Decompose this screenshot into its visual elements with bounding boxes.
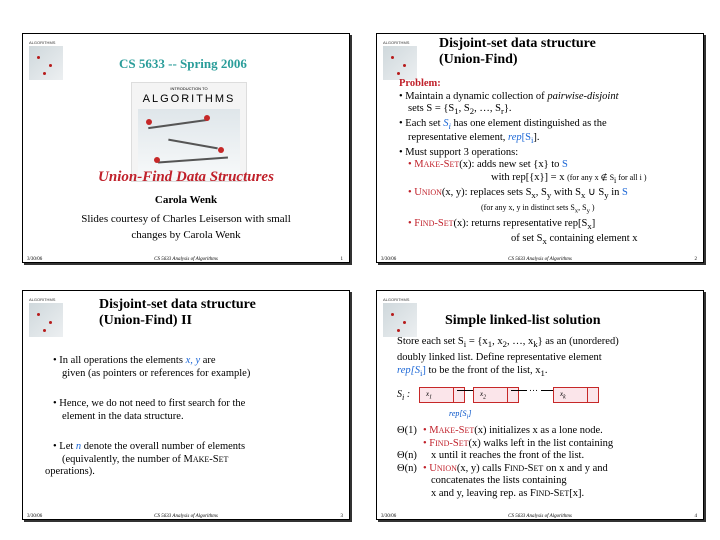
linked-list-diagram (397, 385, 687, 427)
footer-date: 3/30/06 (381, 257, 397, 262)
slide-3 (22, 290, 350, 520)
arrow-right-icon (541, 390, 553, 391)
bullet-1-cont: given (as pointers or references for example) (62, 367, 251, 379)
op-union-end: x and y, leaving rep. as FIND-SET[x]. (431, 487, 585, 499)
logo-label: ALGORITHMS (29, 40, 56, 45)
rep-pointer-label: $rep[S_i]$ (449, 409, 472, 421)
bullet-2-cont: element in the data structure. (62, 410, 184, 422)
slide-1 (22, 33, 350, 263)
bullet-2: • Hence, we do not need to first search for the (53, 398, 246, 409)
bullet-3: • Must support 3 operations: (399, 146, 519, 158)
footer-date: 3/30/06 (381, 514, 397, 519)
bullet-2-cont: representative element, $rep[S_i]$. (408, 132, 540, 146)
credit-text (23, 211, 349, 243)
op-find-set: • FIND-SET(x): returns representative $rep[S_x]$ (408, 218, 596, 232)
bullet-1: • Maintain a dynamic collection of pairwise-disjoint (399, 90, 619, 102)
book-title-text: ALGORITHMS (142, 93, 236, 105)
op-make-set: Θ(1) • MAKE-SET(x) initializes x as a lone node. (397, 425, 603, 436)
lecture-title: Union-Find Data Structures (98, 169, 274, 185)
intro-line-1: Store each set $S_i = \{x_1$, $x_2$, …, $x_k$} as an (unordered) (397, 336, 619, 350)
page-number: 3 (340, 514, 343, 519)
op-make-set: • MAKE-SET(x): adds new set {x} to S (408, 159, 568, 171)
footer-date: 3/30/06 (27, 514, 43, 519)
title-line-1: Disjoint-set data structure (99, 297, 256, 312)
book-top-text: INTRODUCTION TO (170, 86, 208, 91)
arrow-right-icon (457, 390, 473, 391)
slide-4 (376, 290, 704, 520)
page-number: 1 (340, 257, 343, 262)
set-label: $S_i$ : (397, 389, 411, 402)
bullet-3: • Let n denote the overall number of elements (53, 441, 246, 452)
op-union: Θ(n) • UNION(x, y) calls FIND-SET on x and y and (397, 462, 608, 474)
bullet-3-end: operations). (45, 466, 95, 477)
footer-course: CS 5633 Analysis of Algorithms (154, 514, 218, 519)
book-cover-image (131, 82, 247, 182)
footer-course: CS 5633 Analysis of Algorithms (508, 514, 572, 519)
title-line-1: Disjoint-set data structure (439, 36, 596, 51)
footer-course: CS 5633 Analysis of Algorithms (154, 257, 218, 262)
ellipsis: … (529, 383, 538, 393)
book-logo-icon (27, 297, 65, 339)
logo-label: ALGORITHMS (383, 297, 410, 302)
op-union-cont: concatenates the lists containing (431, 475, 567, 486)
book-logo-icon (381, 40, 419, 82)
footer-course: CS 5633 Analysis of Algorithms (508, 257, 572, 262)
list-node: $x_1$ (419, 387, 465, 403)
book-logo-icon (27, 40, 65, 82)
op-find-set: • FIND-SET(x) walks left in the list containing (423, 437, 614, 449)
op-find-set-cont: of set $S_x$ containing element x (511, 232, 638, 246)
page-number: 2 (694, 257, 697, 262)
slide-intro (397, 335, 697, 380)
list-node: $x_2$ (473, 387, 519, 403)
slide-title: Simple linked-list solution (445, 313, 601, 328)
course-title: CS 5633 -- Spring 2006 (119, 56, 247, 71)
arrow-right-icon (511, 390, 527, 391)
credit-line-2: changes by Carola Wenk (131, 229, 241, 241)
op-union: • UNION(x, y): replaces sets $S_x$, $S_y$ with $S_x$ ∪ $S_y$ in S (408, 187, 628, 201)
bullet-3-cont: (equivalently, the number of MAKE-SET (62, 453, 229, 465)
intro-line-2: doubly linked list. Define representative element (397, 352, 602, 364)
intro-line-3: $rep[S_i]$ to be the front of the list, $x_1$. (397, 365, 548, 379)
op-union-cont: (for any x, y in distinct sets $S_x$, $S_y$ ) (481, 202, 595, 215)
bullet-1: • In all operations the elements x, y are (53, 355, 216, 366)
bullet-1-cont: sets $S = \{S_1$, $S_2$, …, $S_r$}. (408, 103, 512, 117)
title-line-2: (Union-Find) (439, 52, 518, 67)
list-node: $x_k$ (553, 387, 599, 403)
title-line-2: (Union-Find) II (99, 313, 192, 328)
logo-label: ALGORITHMS (29, 297, 56, 302)
slide-title (99, 297, 256, 329)
credit-line-1: Slides courtesy of Charles Leiserson with small (81, 213, 291, 225)
slide-body (45, 355, 303, 479)
operations-list (397, 425, 697, 500)
bullet-2: • Each set $S_i$ has one element distinguished as the (399, 117, 607, 131)
slide-2 (376, 33, 704, 263)
op-make-set-cont: with rep[{x}] = x (for any x ∉ $S_i$ for all i ) (491, 171, 647, 185)
slide-body (399, 78, 647, 247)
slide-title (439, 36, 596, 68)
page-number: 4 (694, 514, 697, 519)
logo-label: ALGORITHMS (383, 40, 410, 45)
op-find-set-cont: Θ(n) x until it reaches the front of the list. (397, 450, 585, 461)
author-name: Carola Wenk (154, 194, 218, 206)
book-logo-icon (381, 297, 419, 339)
problem-label: Problem: (399, 78, 441, 89)
footer-date: 3/30/06 (27, 257, 43, 262)
